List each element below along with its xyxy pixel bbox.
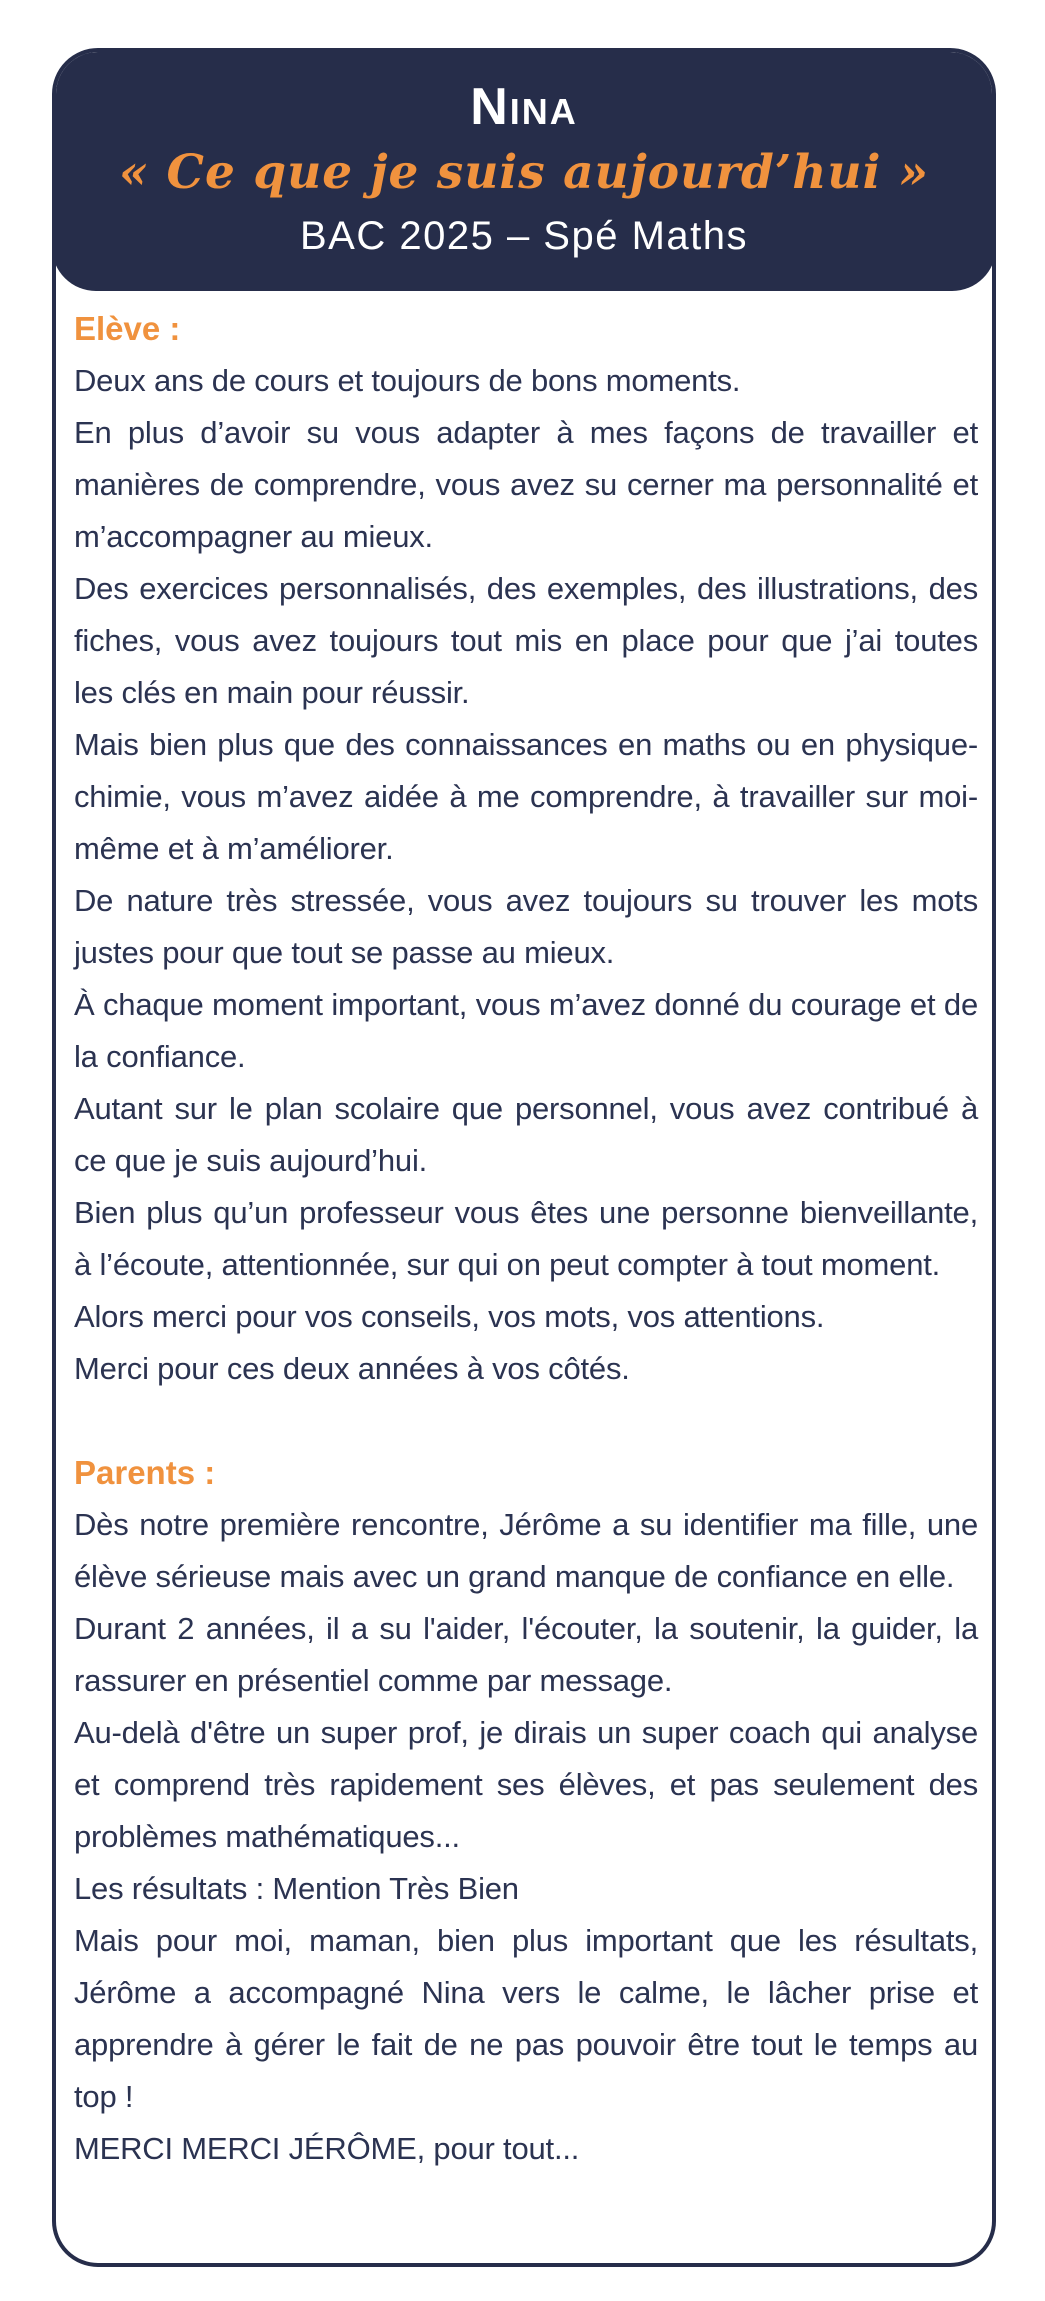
testimonial-card — [52, 48, 996, 2267]
section-heading-eleve: Elève : — [74, 310, 181, 347]
paragraph: À chaque moment important, vous m’avez donné du courage et de la confiance. — [74, 987, 978, 1074]
paragraph: Dès notre première rencontre, Jérôme a su identifier ma fille, une élève sérieuse mais avec un grand manque de confiance en elle. — [74, 1507, 978, 1594]
paragraph: Durant 2 années, il a su l'aider, l'écouter, la soutenir, la guider, la rassurer en présentiel comme par message. — [74, 1611, 978, 1698]
exam-subtitle: BAC 2025 – Spé Maths — [299, 213, 749, 258]
paragraph: Merci pour ces deux années à vos côtés. — [74, 1351, 630, 1386]
paragraph: Des exercices personnalisés, des exemples, des illustrations, des fiches, vous avez toujours tout mis en place pour que j’ai toutes les clés en main pour réussir. — [74, 571, 978, 710]
paragraph: Deux ans de cours et toujours de bons moments. — [74, 363, 741, 398]
paragraph: En plus d’avoir su vous adapter à mes façons de travailler et manières de comprendre, vous avez su cerner ma personnalité et m’accompagner au mieux. — [74, 415, 978, 554]
paragraph: Alors merci pour vos conseils, vos mots, vos attentions. — [74, 1299, 825, 1334]
section-heading-parents: Parents : — [74, 1454, 216, 1491]
paragraph: Au-delà d'être un super prof, je dirais un super coach qui analyse et comprend très rapidement ses élèves, et pas seulement des problèmes mathématiques... — [74, 1715, 978, 1854]
paragraph: Les résultats : Mention Très Bien — [74, 1871, 519, 1906]
paragraph: De nature très stressée, vous avez toujours su trouver les mots justes pour que tout se passe au mieux. — [74, 883, 978, 970]
paragraph: Mais pour moi, maman, bien plus important que les résultats, Jérôme a accompagné Nina vers le calme, le lâcher prise et apprendre à gérer le fait de ne pas pouvoir être tout le temps au top ! — [74, 1923, 978, 2114]
quote-title: « Ce que je suis aujourd’hui » — [118, 144, 930, 200]
paragraph: Bien plus qu’un professeur vous êtes une personne bienveillante, à l’écoute, attentionnée, sur qui on peut compter à tout moment. — [74, 1195, 978, 1282]
card-header — [52, 48, 996, 291]
testimonial-body — [56, 291, 992, 2195]
paragraph: Autant sur le plan scolaire que personnel, vous avez contribué à ce que je suis aujourd’hui. — [74, 1091, 978, 1178]
paragraph: Mais bien plus que des connaissances en maths ou en physique-chimie, vous m’avez aidée à me comprendre, à travailler sur moi-même et à m’améliorer. — [74, 727, 978, 866]
paragraph: MERCI MERCI JÉRÔME, pour tout... — [74, 2131, 580, 2166]
student-name: Nina — [470, 77, 578, 136]
